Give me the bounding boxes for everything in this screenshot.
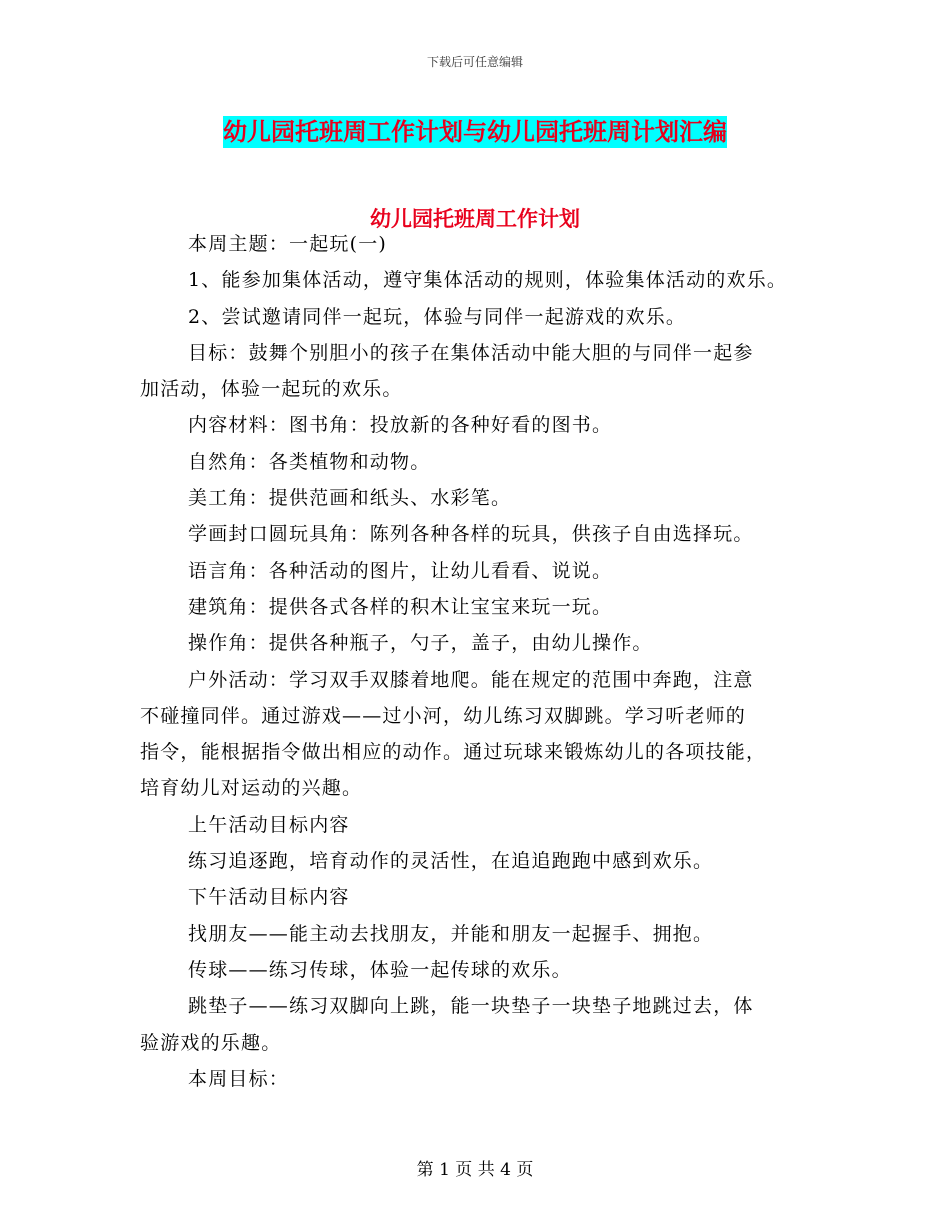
paragraph-line: 练习追逐跑，培育动作的灵活性，在追追跑跑中感到欢乐。 (188, 850, 714, 873)
paragraph-line: 美工角：提供范画和纸头、水彩笔。 (188, 487, 512, 510)
paragraph-line: 找朋友——能主动去找朋友，并能和朋友一起握手、拥抱。 (188, 922, 714, 945)
section-title: 幼儿园托班周工作计划 (370, 207, 580, 231)
document-title (0, 112, 950, 147)
paragraph-line: 语言角：各种活动的图片，让幼儿看看、说说。 (188, 559, 613, 582)
paragraph-line: 加活动，体验一起玩的欢乐。 (140, 378, 403, 401)
page-header: 下载后可任意编辑 (426, 55, 523, 69)
paragraph-line: 本周目标： (188, 1067, 290, 1090)
paragraph-line: 传球——练习传球，体验一起传球的欢乐。 (188, 958, 572, 981)
paragraph-line: 目标：鼓舞个别胆小的孩子在集体活动中能大胆的与同伴一起参 (188, 341, 754, 364)
paragraph-line: 建筑角：提供各式各样的积木让宝宝来玩一玩。 (188, 595, 613, 618)
paragraph-line: 1、能参加集体活动，遵守集体活动的规则，体验集体活动的欢乐。 (188, 269, 788, 292)
paragraph-line: 2、尝试邀请同伴一起玩，体验与同伴一起游戏的欢乐。 (188, 305, 687, 328)
paragraph-line: 指令，能根据指令做出相应的动作。通过玩球来锻炼幼儿的各项技能， (140, 741, 767, 764)
page-footer: 第 1 页 共 4 页 (416, 1160, 534, 1180)
document-title-text: 幼儿园托班周工作计划与幼儿园托班周计划汇编 (223, 118, 727, 146)
paragraph-line: 户外活动：学习双手双膝着地爬。能在规定的范围中奔跑，注意 (188, 668, 754, 691)
paragraph-line: 上午活动目标内容 (188, 813, 350, 836)
paragraph-line: 内容材料：图书角：投放新的各种好看的图书。 (188, 414, 613, 437)
paragraph-line: 不碰撞同伴。通过游戏——过小河，幼儿练习双脚跳。学习听老师的 (140, 704, 747, 727)
paragraph-line: 培育幼儿对运动的兴趣。 (140, 777, 363, 800)
paragraph-line: 本周主题：一起玩(一) (188, 233, 388, 255)
document-body (140, 226, 840, 1097)
paragraph-line: 验游戏的乐趣。 (140, 1031, 282, 1054)
paragraph-line: 学画封口圆玩具角：陈列各种各样的玩具，供孩子自由选择玩。 (188, 523, 754, 546)
paragraph-line: 操作角：提供各种瓶子，勺子，盖子，由幼儿操作。 (188, 632, 653, 655)
paragraph-line: 跳垫子——练习双脚向上跳，能一块垫子一块垫子地跳过去，体 (188, 995, 754, 1018)
paragraph-line: 下午活动目标内容 (188, 886, 350, 909)
paragraph-line: 自然角：各类植物和动物。 (188, 450, 431, 473)
